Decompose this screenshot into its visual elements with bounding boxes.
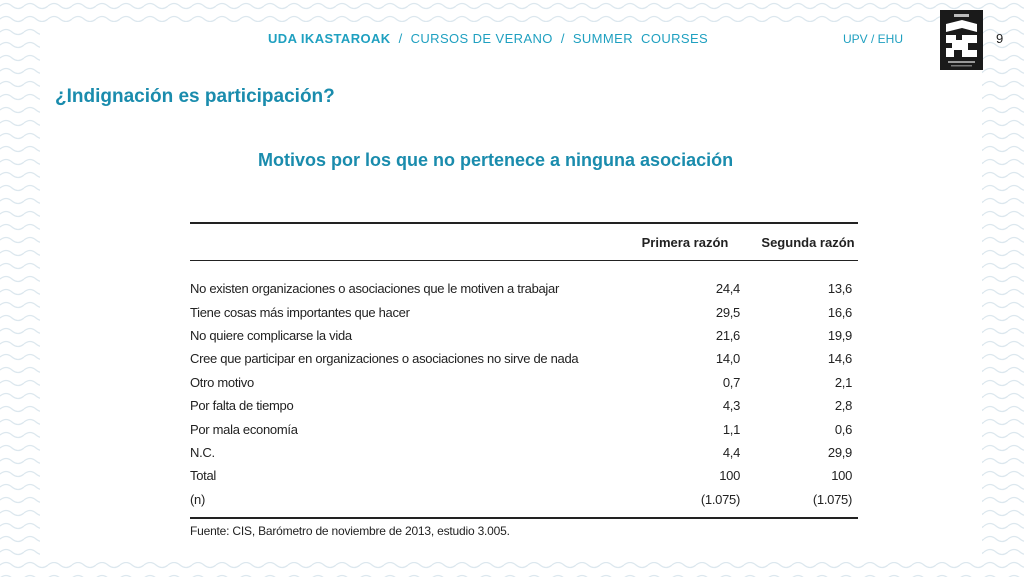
row-label: Por falta de tiempo [190,398,294,414]
header-separator: / [560,31,565,46]
row-value-segunda: 19,9 [827,327,852,343]
row-value-primera: 24,4 [715,281,740,297]
row-value-segunda: 2,1 [834,374,852,390]
row-value-primera: 4,4 [722,444,740,460]
page-number: 9 [996,31,1004,46]
table-body [190,261,858,517]
row-value-primera: 29,5 [715,304,740,320]
row-value-segunda: 29,9 [827,444,852,460]
row-label: Por mala economía [190,421,298,437]
table-row [190,324,858,347]
row-label: No quiere complicarse la vida [190,327,352,343]
row-label: Cree que participar en organizaciones o asociaciones no sirve de nada [190,351,579,367]
upv-ehu-logo-icon [940,10,983,70]
reasons-table [190,222,858,538]
table-row [190,371,858,394]
row-label: N.C. [190,444,215,460]
row-value-primera: 0,7 [722,374,740,390]
row-value-primera: (1.075) [700,491,740,507]
table-row [190,277,858,300]
row-value-segunda: 14,6 [827,351,852,367]
row-value-segunda: (1.075) [812,491,852,507]
table-header-row [190,224,858,260]
row-label: Total [190,468,216,484]
row-value-segunda: 13,6 [827,281,852,297]
table-row [190,488,858,511]
row-label: No existen organizaciones o asociaciones que le motiven a trabajar [190,281,559,297]
row-value-primera: 4,3 [722,398,740,414]
row-label: Otro motivo [190,374,254,390]
header-cursos-de-verano: CURSOS DE VERANO [410,31,553,46]
header-separator: / [398,31,403,46]
header-summer-courses: SUMMER COURSES [572,31,709,46]
header-uda-ikastaroak: UDA IKASTAROAK [268,31,391,46]
slide-title: ¿Indignación es participación? [55,86,335,107]
column-header-segunda-razon: Segunda razón [761,234,855,250]
table-row [190,394,858,417]
table-row [190,441,858,464]
row-value-primera: 1,1 [722,421,740,437]
university-label: UPV / EHU [843,32,904,46]
row-value-segunda: 16,6 [827,304,852,320]
table-row [190,417,858,440]
row-value-primera: 100 [719,468,740,484]
row-value-primera: 14,0 [715,351,740,367]
row-label: (n) [190,491,205,507]
course-header [268,31,708,46]
row-value-segunda: 2,8 [834,398,852,414]
row-label: Tiene cosas más importantes que hacer [190,304,410,320]
column-header-primera-razon: Primera razón [641,234,729,250]
table-row [190,464,858,487]
row-value-segunda: 100 [831,468,852,484]
slide-subtitle: Motivos por los que no pertenece a ninguna asociación [258,150,734,170]
table-row [190,300,858,323]
table-source-note: Fuente: CIS, Barómetro de noviembre de 2013, estudio 3.005. [190,523,510,538]
row-value-segunda: 0,6 [834,421,852,437]
row-value-primera: 21,6 [715,327,740,343]
table-row [190,347,858,370]
